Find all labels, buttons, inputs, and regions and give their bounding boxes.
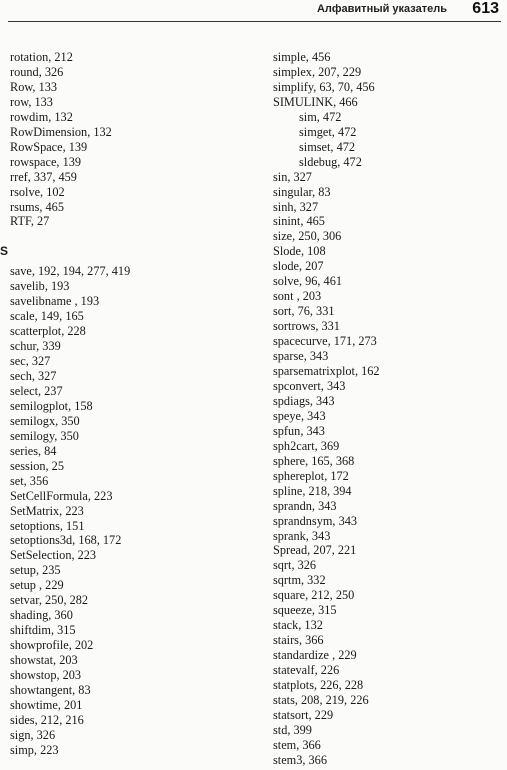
- index-entry: statplots, 226, 228: [273, 678, 364, 693]
- section-letter: S: [0, 244, 9, 259]
- index-entry: stats, 208, 219, 226: [273, 692, 369, 707]
- index-entry: statevalf, 226: [273, 663, 340, 678]
- index-entry: rref, 337, 459: [10, 169, 77, 184]
- header-title: Алфавитный указатель: [316, 3, 447, 15]
- index-entry: showstop, 203: [10, 668, 82, 683]
- index-entry: sont , 203: [273, 289, 322, 304]
- index-entry: showtime, 201: [10, 697, 83, 712]
- index-entry: shiftdim, 315: [10, 623, 76, 638]
- index-entry: showprofile, 202: [10, 638, 94, 653]
- index-entry: stem, 366: [273, 737, 321, 752]
- index-entry: setup , 229: [10, 578, 64, 593]
- index-entry: statsort, 229: [273, 707, 334, 722]
- left-top-entries: [10, 50, 250, 229]
- index-entry: solve, 96, 461: [273, 274, 342, 289]
- page-number: 613: [472, 0, 499, 17]
- right-index-column: [273, 50, 503, 768]
- index-entry: spfun, 343: [273, 423, 325, 438]
- index-entry: scale, 149, 165: [10, 309, 84, 324]
- index-entry: sign, 326: [10, 727, 56, 742]
- index-entry: spline, 218, 394: [273, 483, 352, 498]
- index-entry: sprandnsym, 343: [273, 513, 358, 528]
- index-entry: schur, 339: [10, 339, 61, 354]
- index-entry: savelibname , 193: [10, 294, 100, 309]
- index-entry: sparse, 343: [273, 349, 329, 364]
- page-header: [0, 0, 507, 22]
- index-entry: stem3, 366: [273, 752, 327, 767]
- index-subentry: simset, 472: [299, 139, 356, 154]
- index-entry: sqrtm, 332: [273, 573, 326, 588]
- right-top-entries: [273, 50, 503, 110]
- index-entry: RowSpace, 139: [10, 139, 88, 154]
- right-bottom-entries: [273, 170, 503, 768]
- index-entry: sortrows, 331: [273, 319, 340, 334]
- index-entry: speye, 343: [273, 408, 326, 423]
- index-entry: series, 84: [10, 443, 57, 458]
- index-entry: semilogplot, 158: [10, 398, 93, 413]
- index-entry: sparsematrixplot, 162: [273, 364, 380, 379]
- index-entry: RTF, 27: [10, 214, 50, 229]
- index-entry: SetMatrix, 223: [10, 503, 84, 518]
- index-entry: SetCellFormula, 223: [10, 488, 113, 503]
- index-entry: shading, 360: [10, 608, 73, 623]
- index-entry: sphereplot, 172: [273, 468, 349, 483]
- index-entry: sech, 327: [10, 369, 57, 383]
- index-entry: sph2cart, 369: [273, 438, 340, 453]
- index-entry: simple, 456: [273, 50, 331, 64]
- index-subentry: simget, 472: [299, 124, 357, 139]
- index-entry: stack, 132: [273, 618, 323, 633]
- index-entry: spacecurve, 171, 273: [273, 334, 377, 349]
- index-entry: squeeze, 315: [273, 603, 337, 618]
- index-entry: spconvert, 343: [273, 378, 346, 393]
- left-bottom-entries: [10, 264, 250, 757]
- index-entry: setoptions3d, 168, 172: [10, 533, 122, 548]
- index-entry: scatterplot, 228: [10, 324, 86, 339]
- index-entry: rowspace, 139: [10, 154, 82, 169]
- index-entry: simplify, 63, 70, 456: [273, 79, 375, 94]
- index-entry: simp, 223: [10, 742, 59, 757]
- index-entry: sphere, 165, 368: [273, 453, 355, 468]
- index-entry: setup, 235: [10, 563, 61, 578]
- index-subentry: sldebug, 472: [299, 154, 362, 169]
- index-entry: square, 212, 250: [273, 588, 355, 603]
- index-entry: save, 192, 194, 277, 419: [10, 264, 131, 279]
- index-entry: singular, 83: [273, 184, 331, 199]
- index-entry: semilogy, 350: [10, 428, 79, 443]
- index-entry: Slode, 108: [273, 244, 326, 259]
- index-entry: standardize , 229: [273, 648, 357, 663]
- left-index-column: [0, 50, 250, 758]
- index-entry: showtangent, 83: [10, 683, 91, 698]
- index-entry: sqrt, 326: [273, 558, 317, 573]
- index-entry: spdiags, 343: [273, 393, 335, 408]
- index-entry: Row, 133: [10, 79, 58, 94]
- index-entry: rowdim, 132: [10, 109, 73, 124]
- index-entry: sprank, 343: [273, 528, 331, 543]
- index-entry: savelib, 193: [10, 279, 70, 294]
- index-entry: RowDimension, 132: [10, 124, 112, 139]
- index-entry: slode, 207: [273, 259, 324, 274]
- index-entry: sprandn, 343: [273, 498, 337, 513]
- header-rule: [8, 21, 501, 22]
- index-entry: sides, 212, 216: [10, 712, 84, 727]
- index-entry: sinint, 465: [273, 214, 325, 229]
- index-entry: session, 25: [10, 458, 64, 473]
- index-entry: row, 133: [10, 94, 53, 109]
- index-entry: stairs, 366: [273, 633, 324, 648]
- index-entry: rotation, 212: [10, 50, 73, 64]
- index-entry: sin, 327: [273, 169, 312, 184]
- index-entry: round, 326: [10, 64, 64, 79]
- index-entry: std, 399: [273, 722, 312, 737]
- index-subentry: sim, 472: [299, 109, 342, 124]
- index-entry: semilogx, 350: [10, 413, 80, 428]
- index-entry: rsolve, 102: [10, 184, 65, 199]
- index-entry: setvar, 250, 282: [10, 593, 89, 608]
- index-entry: size, 250, 306: [273, 229, 342, 244]
- index-entry: set, 356: [10, 473, 49, 488]
- index-entry: SetSelection, 223: [10, 548, 97, 563]
- index-entry: setoptions, 151: [10, 518, 85, 533]
- index-entry: sec, 327: [10, 354, 51, 369]
- index-entry: sinh, 327: [273, 199, 319, 214]
- index-entry: rsums, 465: [10, 199, 64, 214]
- index-entry: Spread, 207, 221: [273, 543, 357, 558]
- section-gap: [10, 229, 250, 244]
- index-entry: SIMULINK, 466: [273, 94, 358, 109]
- index-entry: sort, 76, 331: [273, 304, 335, 319]
- index-entry: simplex, 207, 229: [273, 64, 362, 79]
- index-entry: showstat, 203: [10, 653, 78, 668]
- right-sub-entries: [273, 110, 503, 170]
- index-entry: select, 237: [10, 383, 63, 398]
